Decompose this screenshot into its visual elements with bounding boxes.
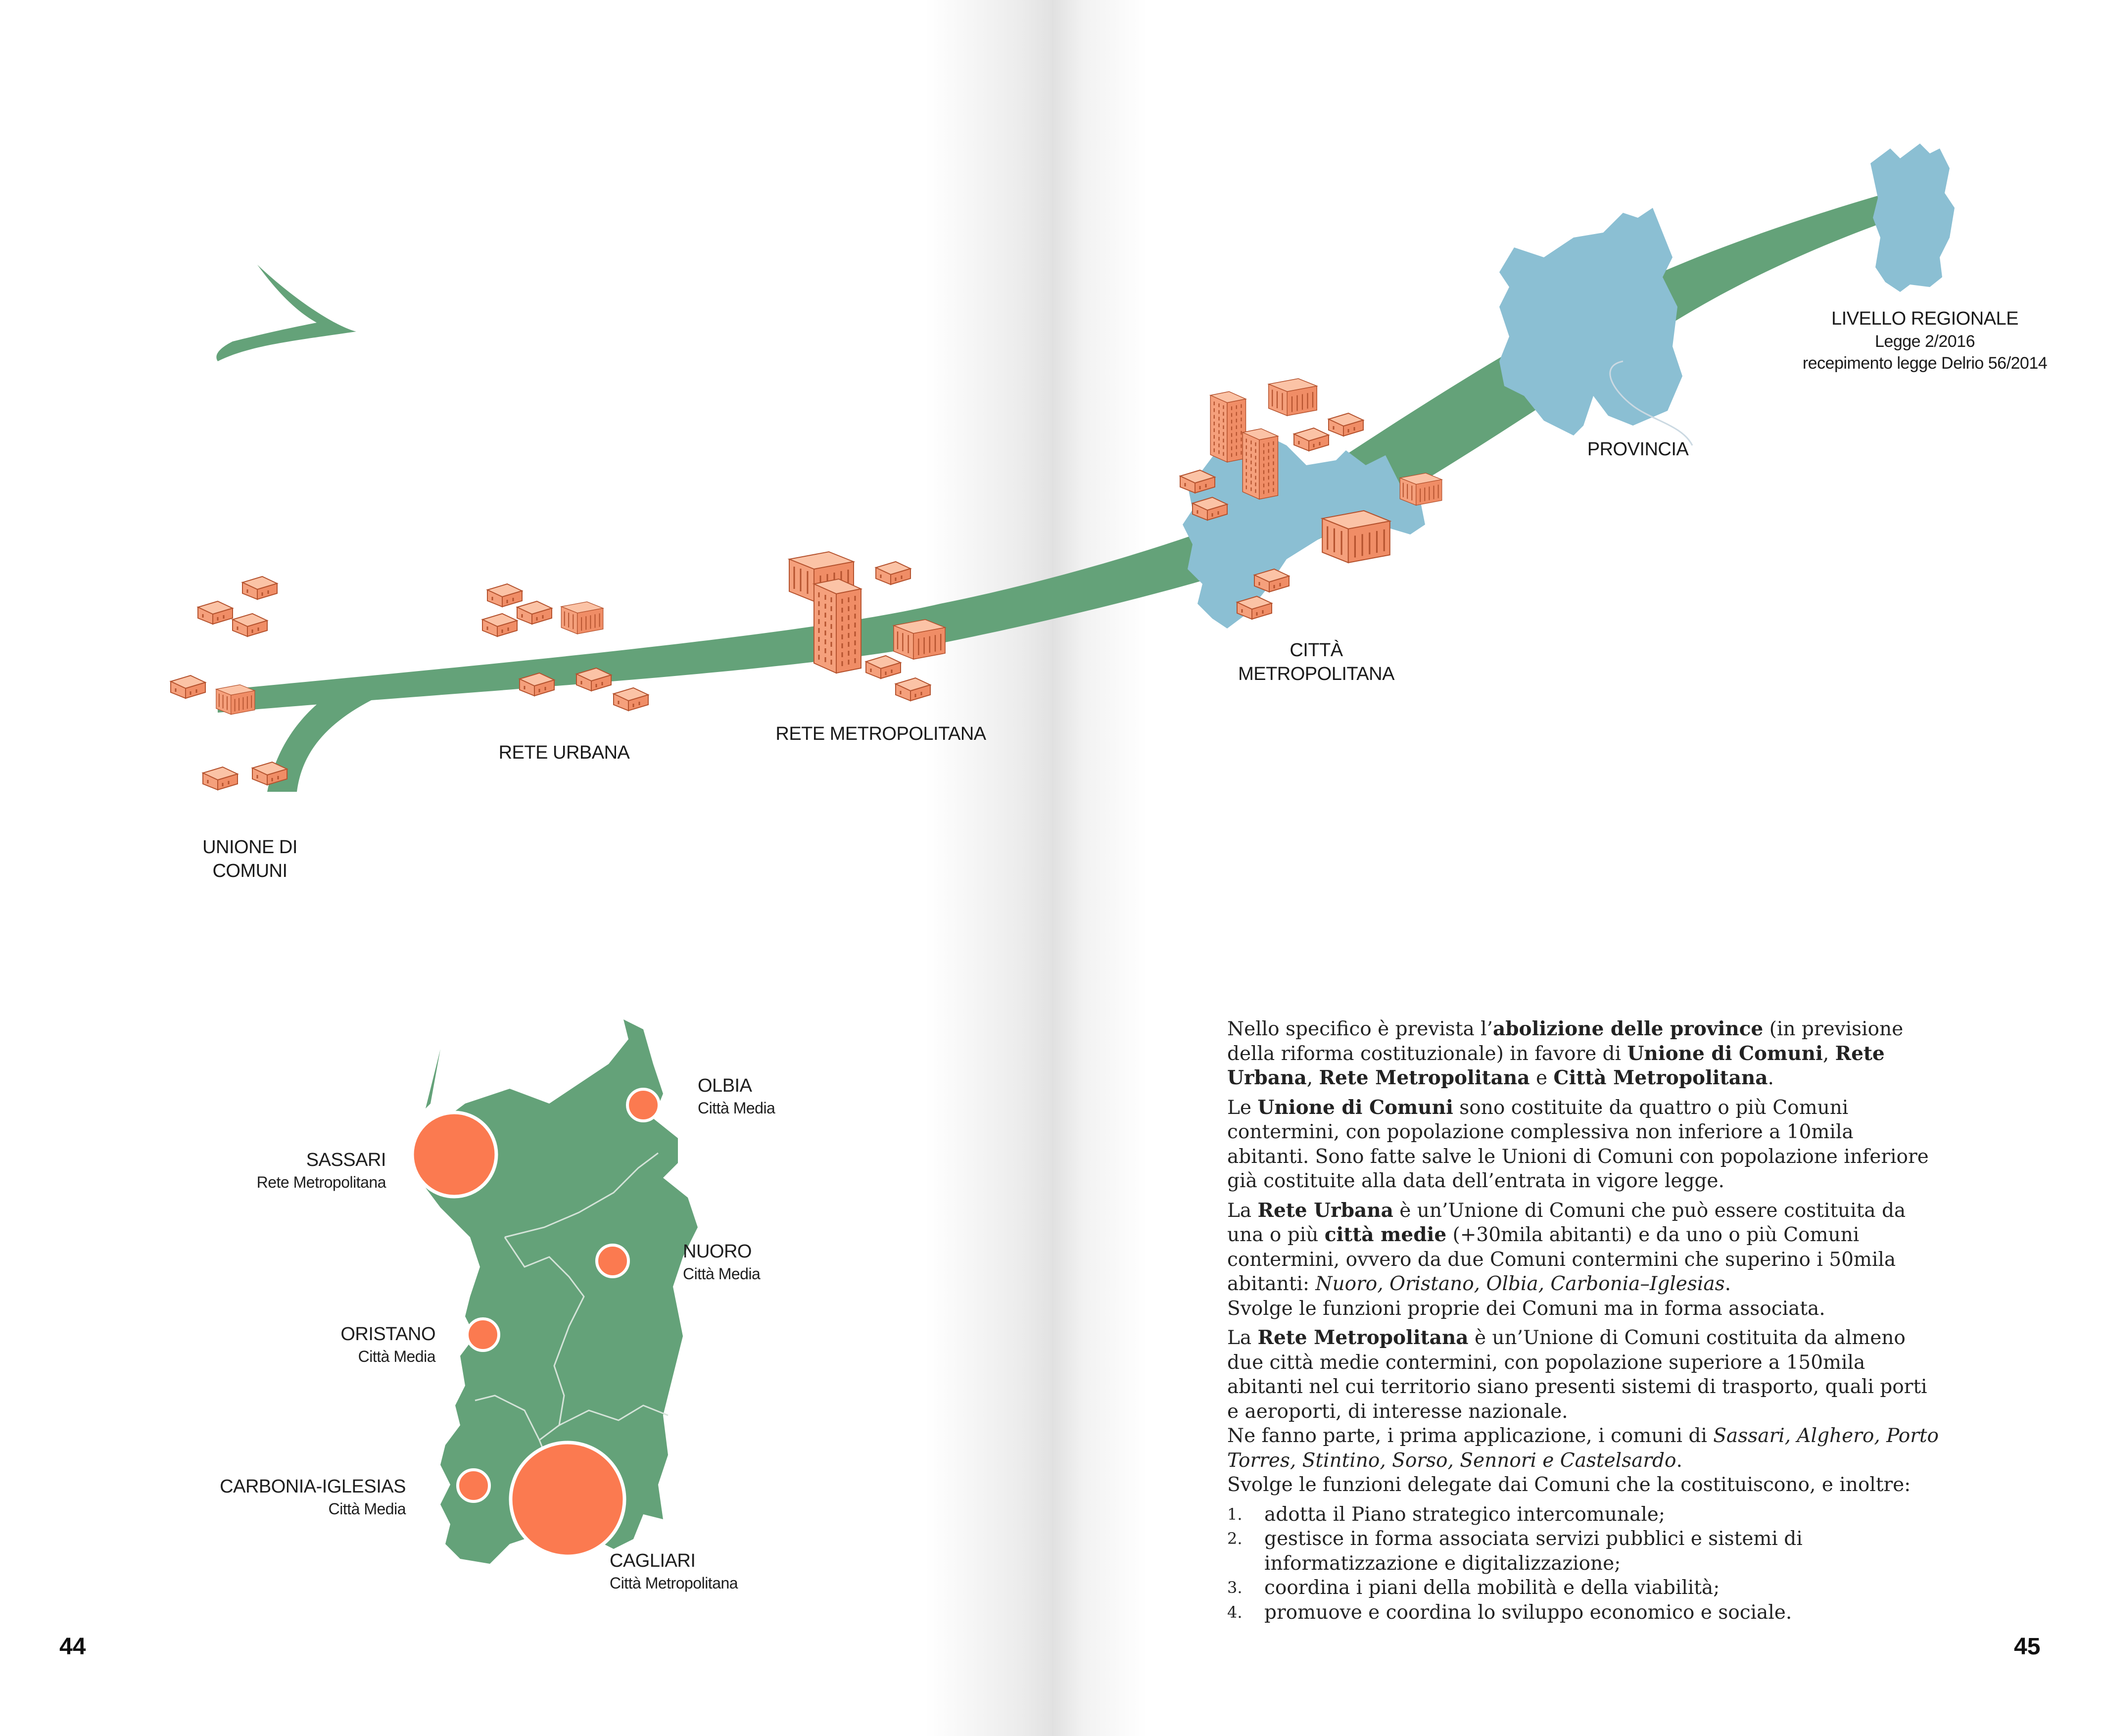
- olbia-name: OLBIA: [698, 1075, 752, 1096]
- olbia-marker: [627, 1089, 659, 1121]
- map-label-carbonia: [158, 1475, 406, 1519]
- nuoro-type: Città Media: [683, 1265, 761, 1283]
- carbonia-type: Città Media: [328, 1500, 406, 1518]
- list-item: 2. gestisce in forma associata servizi pubblici e sistemi di informatizzazione e digitalizzazione;: [1227, 1528, 1803, 1575]
- label-rete-metropolitana-text: RETE METROPOLITANA: [775, 723, 986, 744]
- sassari-name: SASSARI: [306, 1150, 386, 1170]
- label-rete-metropolitana: [772, 722, 990, 746]
- unione-houses: [171, 577, 287, 790]
- label-unione-line2: COMUNI: [212, 861, 287, 881]
- paragraph-1: Nello specifico è prevista l’abolizione delle province (in previsione della riforma costituzionale) in favore di Unione di Comuni, Rete Urbana, Rete Metropolitana e Città Metropolitana.: [1227, 1017, 1904, 1089]
- label-rete-urbana: [490, 741, 638, 765]
- list-item: 1. adotta il Piano strategico intercomunale;: [1227, 1503, 1665, 1526]
- label-provincia: [1574, 437, 1702, 461]
- sardinia-map: [412, 1019, 698, 1564]
- sassari-type: Rete Metropolitana: [256, 1173, 386, 1191]
- sassari-marker: [412, 1112, 496, 1197]
- carbonia-marker: [458, 1470, 489, 1501]
- label-livello-sub1: Legge 2/2016: [1875, 332, 1975, 351]
- functions-list: [1227, 1502, 1940, 1625]
- regione-area: [1870, 144, 1955, 292]
- label-livello-title: LIVELLO REGIONALE: [1831, 308, 2018, 329]
- cagliari-marker: [511, 1443, 624, 1556]
- carbonia-name: CARBONIA-IGLESIAS: [220, 1476, 406, 1497]
- list-item: 4. promuove e coordina lo sviluppo economico e sociale.: [1227, 1601, 1792, 1624]
- map-label-olbia: [698, 1074, 775, 1118]
- cagliari-name: CAGLIARI: [610, 1550, 696, 1571]
- label-provincia-text: PROVINCIA: [1587, 439, 1689, 460]
- paragraph-2: Le Unione di Comuni sono costituite da quattro o più Comuni contermini, con popolazione complessiva non inferiore a 10mila abitanti. Sono fatte salve le Unioni di Comuni con popolazione inferiore già costituite alla data dell’entrata in vigore legge.: [1227, 1096, 1929, 1192]
- oristano-name: ORISTANO: [340, 1324, 435, 1345]
- map-label-cagliari: [610, 1549, 738, 1593]
- page-number-left: 44: [59, 1634, 86, 1660]
- label-unione-di-comuni: [188, 835, 312, 883]
- body-text: [1227, 1017, 1940, 1625]
- label-citta-line1: CITTÀ: [1290, 640, 1343, 661]
- map-label-sassari: [188, 1148, 386, 1193]
- rete-urbana-houses: [482, 584, 648, 711]
- oristano-marker: [467, 1319, 499, 1350]
- map-label-nuoro: [683, 1240, 760, 1284]
- governance-band: [216, 178, 1940, 792]
- label-citta-metropolitana: [1222, 638, 1410, 686]
- paragraph-3: La Rete Urbana è un’Unione di Comuni che può essere costituita da una o più città medie (+30mila abitanti) e da uno o più Comuni contermini, ovvero da due Comuni contermini che superino i 50mila abitanti: Nuoro, Oristano, Olbia, Carbonia–Iglesias. Svolge le funzioni proprie dei Comuni ma in forma associata.: [1227, 1199, 1906, 1320]
- label-livello-sub2: recepimento legge Delrio 56/2014: [1802, 354, 2048, 373]
- list-item: 3. coordina i piani della mobilità e della viabilità;: [1227, 1577, 1720, 1599]
- label-unione-line1: UNIONE DI: [202, 837, 297, 858]
- nuoro-name: NUORO: [683, 1241, 752, 1262]
- label-livello-regionale: [1791, 307, 2058, 374]
- map-label-oristano: [238, 1322, 435, 1367]
- cagliari-type: Città Metropolitana: [610, 1574, 738, 1592]
- oristano-type: Città Media: [358, 1348, 435, 1365]
- olbia-type: Città Media: [698, 1099, 775, 1117]
- paragraph-4: La Rete Metropolitana è un’Unione di Comuni costituita da almeno due città medie contermini, con popolazione superiore a 150mila abitanti nel cui territorio siano presenti sistemi di trasporto, quali porti e aeroporti, di interesse nazionale. Ne fanno parte, i prima applicazione, i comuni di Sassari, Alghero, Porto Torres, Stintino, Sorso, Sennori e Castelsardo. Svolge le funzioni delegate dai Comuni che la costituiscono, e inoltre:: [1227, 1326, 1939, 1496]
- label-citta-line2: METROPOLITANA: [1238, 664, 1394, 684]
- nuoro-marker: [597, 1245, 628, 1277]
- label-rete-urbana-text: RETE URBANA: [498, 742, 630, 763]
- page-number-right: 45: [2014, 1634, 2041, 1660]
